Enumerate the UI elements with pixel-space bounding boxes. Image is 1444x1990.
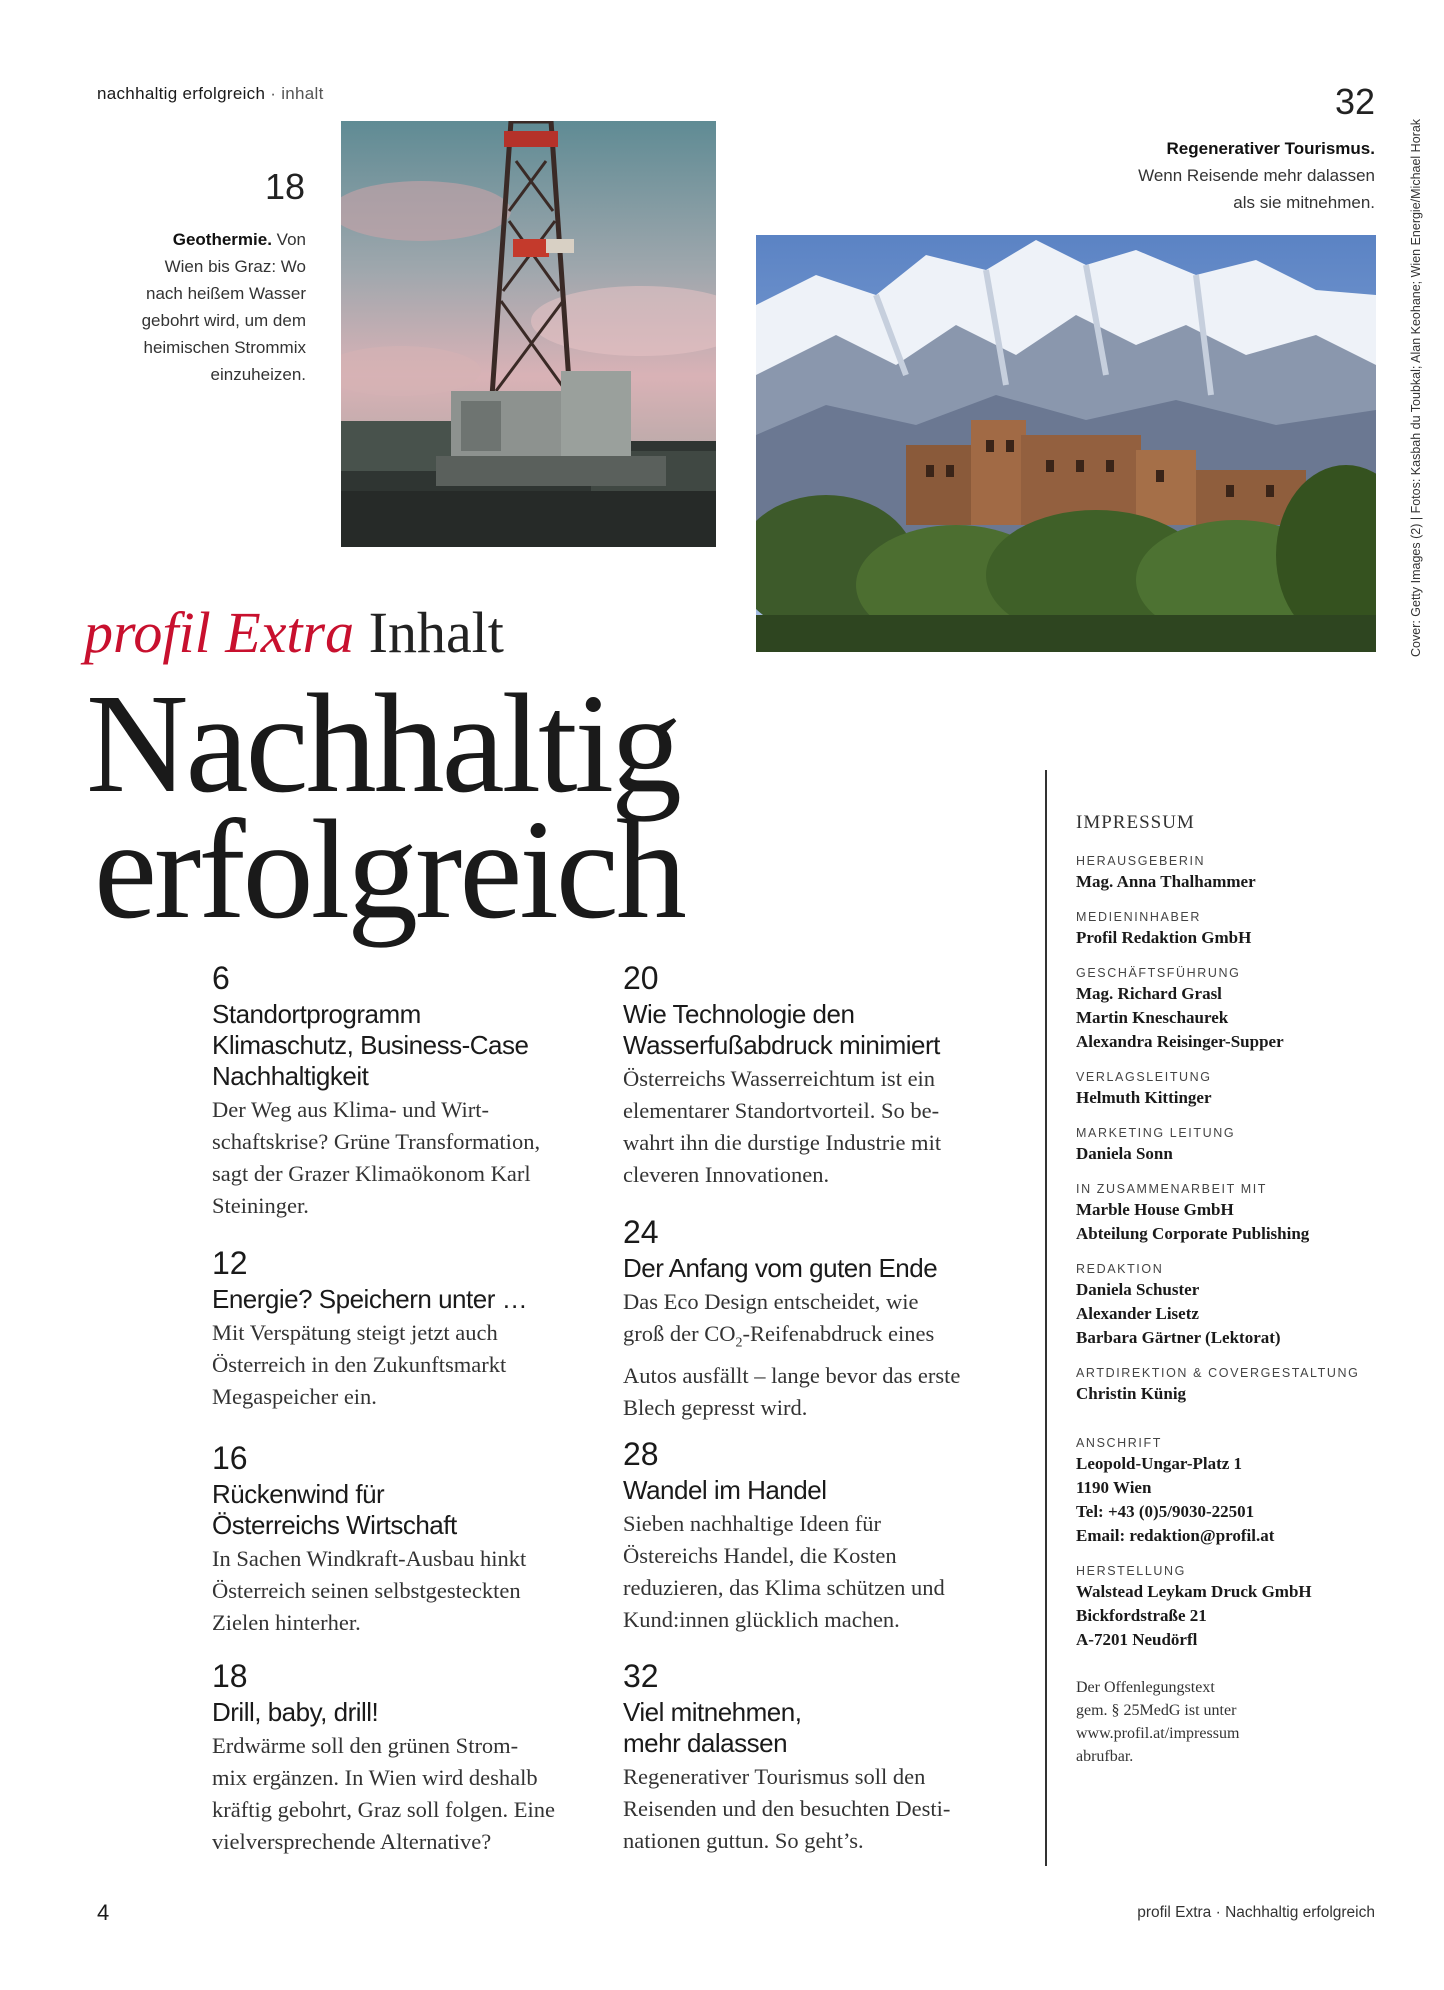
toc-summary	[623, 1063, 1003, 1191]
summary-line: Mit Verspätung steigt jetzt auch	[212, 1320, 498, 1345]
running-head	[97, 84, 324, 104]
title-line: Nachhaltig	[86, 664, 679, 822]
headline-line: Der Anfang vom guten Ende	[623, 1253, 938, 1283]
magazine-kicker	[84, 598, 504, 668]
impressum-value: Helmuth Kittinger	[1076, 1088, 1212, 1107]
toc-entry[interactable]	[623, 960, 1003, 1191]
toc-headline	[623, 1697, 1003, 1759]
impressum-label: HERAUSGEBERIN	[1076, 854, 1206, 868]
impressum-label: VERLAGSLEITUNG	[1076, 1070, 1212, 1084]
impressum-label: ANSCHRIFT	[1076, 1436, 1162, 1450]
impressum-block	[1076, 908, 1406, 950]
toc-page-number: 18	[212, 1658, 248, 1694]
impressum-value: Profil Redaktion GmbH	[1076, 928, 1252, 947]
kicker-word: Inhalt	[368, 600, 504, 665]
impressum-value: Alexandra Reisinger-Supper	[1076, 1032, 1284, 1051]
impressum-value: Christin Künig	[1076, 1384, 1187, 1403]
impressum-value: Mag. Anna Thalhammer	[1076, 872, 1256, 891]
impressum-value: Email: redaktion@profil.at	[1076, 1526, 1275, 1545]
summary-line: Reisenden und den besuchten Desti-	[623, 1796, 951, 1821]
impressum	[1076, 812, 1406, 1768]
teaser-bold: Regenerativer Tourismus.	[1166, 139, 1375, 158]
summary-line: Steininger.	[212, 1193, 309, 1218]
toc-entry[interactable]	[212, 960, 592, 1222]
summary-line: nationen guttun. So geht’s.	[623, 1828, 864, 1853]
summary-line: Kund:innen glücklich machen.	[623, 1607, 900, 1632]
toc-entry[interactable]	[623, 1436, 1003, 1636]
teaser-line: heimischen Strommix	[143, 338, 306, 357]
impressum-value: Daniela Sonn	[1076, 1144, 1173, 1163]
running-title: nachhaltig erfolgreich	[97, 84, 266, 103]
teaser-line: Wenn Reisende mehr dalassen	[1138, 166, 1375, 185]
brand-name: profil Extra	[84, 600, 355, 665]
teaser-line: nach heißem Wasser	[146, 284, 306, 303]
headline-line: mehr dalassen	[623, 1728, 788, 1758]
summary-text: groß der CO	[623, 1321, 736, 1346]
summary-line: Österreich in den Zukunftsmarkt	[212, 1352, 507, 1377]
footer-title: profil Extra · Nachhaltig erfolgreich	[1137, 1904, 1375, 1921]
toc-summary	[623, 1508, 1003, 1636]
running-separator: ·	[265, 84, 282, 103]
summary-line: Blech gepresst wird.	[623, 1394, 808, 1420]
headline-line: Klimaschutz, Business-Case	[212, 1030, 529, 1060]
impressum-value: Walstead Leykam Druck GmbH	[1076, 1582, 1312, 1601]
toc-summary	[212, 1094, 592, 1222]
impressum-value: Leopold-Ungar-Platz 1	[1076, 1454, 1243, 1473]
running-section: inhalt	[281, 84, 324, 103]
headline-line: Viel mitnehmen,	[623, 1697, 802, 1727]
toc-page-number: 12	[212, 1245, 248, 1281]
photo-credit	[1405, 97, 1429, 657]
impressum-value: Alexander Lisetz	[1076, 1304, 1199, 1323]
summary-line: wahrt ihn die durstige Industrie mit	[623, 1130, 942, 1155]
toc-page-number: 24	[623, 1214, 659, 1250]
teaser-line: Von	[271, 230, 306, 249]
impressum-value: Tel: +43 (0)5/9030-22501	[1076, 1502, 1255, 1521]
teaser-geothermie	[118, 226, 306, 388]
drilling-rig-photo	[341, 121, 716, 547]
summary-line	[623, 1318, 1003, 1360]
headline-line: Rückenwind für	[212, 1479, 385, 1509]
toc-headline	[212, 1697, 592, 1728]
impressum-label: REDAKTION	[1076, 1262, 1164, 1276]
toc-entry[interactable]	[212, 1658, 592, 1858]
impressum-block	[1076, 1260, 1406, 1350]
kasbah-mountain-photo	[756, 235, 1376, 652]
disclosure-note	[1076, 1676, 1276, 1768]
toc-headline	[623, 1253, 1003, 1284]
summary-line: vielversprechende Alternative?	[212, 1829, 492, 1854]
toc-summary	[212, 1730, 592, 1858]
headline-line: Wie Technologie den	[623, 999, 855, 1029]
summary-line: reduzieren, das Klima schützen und	[623, 1575, 945, 1600]
impressum-label: HERSTELLUNG	[1076, 1564, 1186, 1578]
toc-headline	[623, 999, 1003, 1061]
impressum-block	[1076, 1364, 1406, 1406]
toc-page-number: 28	[623, 1436, 659, 1472]
summary-line: Erdwärme soll den grünen Strom-	[212, 1733, 519, 1758]
impressum-block	[1076, 1124, 1406, 1166]
summary-line: In Sachen Windkraft-Ausbau hinkt	[212, 1546, 527, 1571]
teaser-page-number: 32	[1334, 81, 1375, 122]
summary-line: kräftig gebohrt, Graz soll folgen. Eine	[212, 1797, 556, 1822]
impressum-label: IN ZUSAMMENARBEIT MIT	[1076, 1182, 1268, 1196]
teaser-line: einzuheizen.	[210, 365, 306, 384]
impressum-block	[1076, 1562, 1406, 1652]
summary-line: Der Weg aus Klima- und Wirt-	[212, 1097, 490, 1122]
note-line[interactable]: www.profil.at/impressum	[1076, 1725, 1240, 1742]
summary-line: sagt der Grazer Klimaökonom Karl	[212, 1161, 531, 1186]
summary-line: schaftskrise? Grüne Transformation,	[212, 1129, 541, 1154]
summary-line: Autos ausfällt – lange bevor das erste	[623, 1362, 961, 1388]
toc-entry[interactable]	[623, 1658, 1003, 1857]
toc-summary	[212, 1543, 592, 1639]
headline-line: Energie? Speichern unter …	[212, 1284, 528, 1314]
title-line: erfolgreich	[94, 790, 684, 948]
toc-headline	[212, 999, 592, 1092]
impressum-block	[1076, 1434, 1406, 1548]
toc-page-number: 20	[623, 960, 659, 996]
note-line: abrufbar.	[1076, 1748, 1134, 1765]
toc-page-number: 16	[212, 1440, 248, 1476]
toc-headline	[212, 1284, 592, 1315]
teaser-line: Wien bis Graz: Wo	[164, 257, 306, 276]
impressum-label: ARTDIREKTION & COVERGESTALTUNG	[1076, 1366, 1360, 1380]
impressum-value: Bickfordstraße 21	[1076, 1606, 1207, 1625]
page-number: 4	[97, 1900, 110, 1925]
summary-line: Regenerativer Tourismus soll den	[623, 1764, 926, 1789]
teaser-bold: Geothermie.	[172, 230, 272, 249]
impressum-block	[1076, 852, 1406, 894]
impressum-label: MARKETING LEITUNG	[1076, 1126, 1236, 1140]
toc-summary	[212, 1317, 592, 1413]
headline-line: Drill, baby, drill!	[212, 1697, 379, 1727]
headline-line: Wandel im Handel	[623, 1475, 827, 1505]
teaser-line: als sie mitnehmen.	[1233, 193, 1375, 212]
headline-line: Nachhaltigkeit	[212, 1061, 369, 1091]
impressum-value: Abteilung Corporate Publishing	[1076, 1224, 1310, 1243]
impressum-divider	[1045, 770, 1047, 1866]
impressum-title: IMPRESSUM	[1076, 812, 1195, 833]
teaser-line: gebohrt wird, um dem	[141, 311, 306, 330]
impressum-value: Barbara Gärtner (Lektorat)	[1076, 1328, 1281, 1347]
summary-line: mix ergänzen. In Wien wird deshalb	[212, 1765, 538, 1790]
summary-line: Österreichs Wasserreichtum ist ein	[623, 1066, 936, 1091]
page-title	[86, 664, 684, 948]
impressum-value: Marble House GmbH	[1076, 1200, 1234, 1219]
toc-headline	[623, 1475, 1003, 1506]
toc-headline	[212, 1479, 592, 1541]
summary-line: Österreich seinen selbstgesteckten	[212, 1578, 521, 1603]
summary-line: elementarer Standortvorteil. So be-	[623, 1098, 940, 1123]
toc-summary	[623, 1761, 1003, 1857]
toc-entry[interactable]	[212, 1245, 592, 1413]
summary-text: -Reifenabdruck eines	[742, 1321, 935, 1346]
impressum-value: Daniela Schuster	[1076, 1280, 1200, 1299]
summary-line: cleveren Innovationen.	[623, 1162, 830, 1187]
toc-entry[interactable]	[623, 1214, 1003, 1424]
impressum-block	[1076, 1180, 1406, 1246]
impressum-value: 1190 Wien	[1076, 1478, 1152, 1497]
impressum-label: MEDIENINHABER	[1076, 910, 1201, 924]
summary-line: Sieben nachhaltige Ideen für	[623, 1511, 882, 1536]
impressum-value: Mag. Richard Grasl	[1076, 984, 1222, 1003]
impressum-block	[1076, 1068, 1406, 1110]
photo-credit-text: Cover: Getty Images (2) | Fotos: Kasbah du Toubkal; Alan Keohane; Wien Energie/Michael Horak	[1409, 118, 1423, 657]
summary-line: Das Eco Design entscheidet, wie	[623, 1289, 919, 1314]
summary-line: Megaspeicher ein.	[212, 1384, 377, 1409]
toc-summary	[623, 1286, 1003, 1424]
note-line: gem. § 25MedG ist unter	[1076, 1702, 1237, 1719]
note-line: Der Offenlegungstext	[1076, 1679, 1215, 1696]
headline-line: Wasserfußabdruck minimiert	[623, 1030, 940, 1060]
toc-page-number: 32	[623, 1658, 659, 1694]
impressum-label: GESCHÄFTSFÜHRUNG	[1076, 966, 1241, 980]
impressum-value: Martin Kneschaurek	[1076, 1008, 1229, 1027]
impressum-block	[1076, 964, 1406, 1054]
teaser-page-number: 18	[264, 166, 305, 207]
toc-page-number: 6	[212, 960, 230, 996]
impressum-value: A-7201 Neudörfl	[1076, 1630, 1198, 1649]
headline-line: Standortprogramm	[212, 999, 421, 1029]
headline-line: Österreichs Wirtschaft	[212, 1510, 457, 1540]
toc-entry[interactable]	[212, 1440, 592, 1639]
summary-line: Östereichs Handel, die Kosten	[623, 1543, 897, 1568]
co2-subscript: 2	[735, 1335, 743, 1351]
summary-line: Zielen hinterher.	[212, 1610, 361, 1635]
teaser-tourismus	[1100, 135, 1375, 216]
